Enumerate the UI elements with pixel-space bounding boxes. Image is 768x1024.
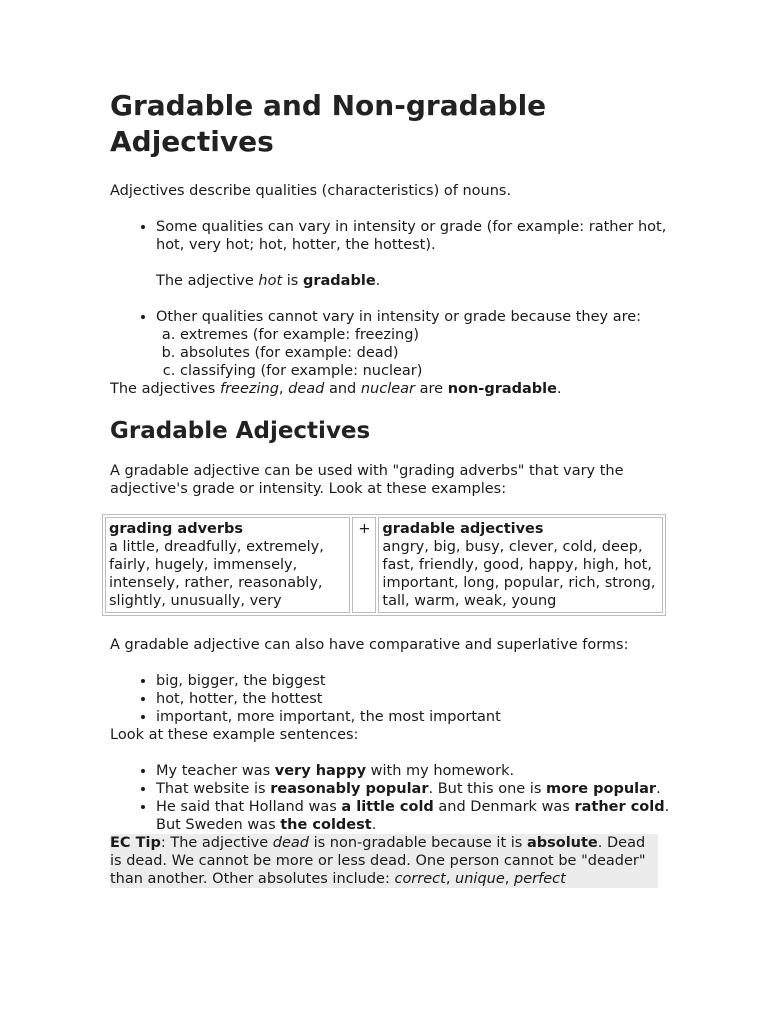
- list-item: [156, 218, 670, 290]
- text-span: ,: [504, 871, 514, 887]
- bold-text: gradable: [302, 273, 376, 289]
- text-span: .: [375, 273, 381, 289]
- text-span: ,: [278, 381, 289, 397]
- list-item: [156, 780, 670, 798]
- examples-intro: Look at these example sentences:: [110, 727, 359, 743]
- adjectives-cell: [378, 517, 663, 613]
- sub-list: [156, 326, 670, 380]
- text-span: My teacher was: [156, 763, 275, 779]
- text-span: ,: [445, 871, 456, 887]
- emphasis-text: correct: [394, 871, 446, 887]
- adverbs-adjectives-table: [102, 514, 666, 616]
- text-span: and Denmark was: [433, 799, 575, 815]
- sub-list-item: a. extremes (for example: freezing): [180, 326, 670, 344]
- text-span: . Dead is dead. We cannot be more or less dead. One person cannot be "deader" than another. Other absolutes include:: [110, 835, 646, 887]
- bold-text: absolute: [526, 835, 598, 851]
- bold-text: non-gradable: [447, 381, 557, 397]
- section-intro: A gradable adjective can be used with "grading adverbs" that vary the adjective's grade or intensity. Look at these examples:: [110, 463, 624, 497]
- conclusion-paragraph: [110, 380, 670, 398]
- text-span: .: [371, 817, 377, 833]
- emphasis-text: freezing: [219, 381, 279, 397]
- sub-list-item: b. absolutes (for example: dead): [180, 344, 670, 362]
- list-item: • important, more important, the most important: [156, 708, 670, 726]
- bold-text: the coldest: [280, 817, 372, 833]
- text-span: is: [282, 273, 303, 289]
- tip-label: EC Tip: [110, 835, 161, 851]
- comparative-intro: A gradable adjective can also have comparative and superlative forms:: [110, 637, 629, 653]
- text-span: .: [656, 781, 661, 797]
- list-item: [156, 798, 670, 834]
- bold-text: very happy: [274, 763, 367, 779]
- bold-text: a little cold: [341, 799, 434, 815]
- table-header: grading adverbs: [109, 521, 244, 537]
- text-span: and: [324, 381, 361, 397]
- table-row: [105, 517, 663, 613]
- text-span: He said that Holland was: [156, 799, 342, 815]
- list-item: • hot, hotter, the hottest: [156, 690, 670, 708]
- bullet-text: Other qualities cannot vary in intensity or grade because they are:: [156, 309, 642, 325]
- text-span: . But Sweden was: [156, 799, 670, 833]
- table-header: gradable adjectives: [382, 521, 544, 537]
- text-span: is non-gradable because it is: [308, 835, 527, 851]
- page-title: Gradable and Non-gradable Adjectives: [110, 89, 547, 158]
- table-cell-text: angry, big, busy, clever, cold, deep, fast, friendly, good, happy, high, hot, important, long, popular, rich, strong, tall, warm, weak, young: [382, 539, 656, 609]
- text-span: are: [415, 381, 448, 397]
- list-item: [156, 762, 670, 780]
- text-span: : The adjective: [160, 835, 273, 851]
- plus-cell: +: [352, 517, 376, 613]
- bullet-text: Some qualities can vary in intensity or grade (for example: rather hot, hot, very hot; hot, hotter, the hottest).: [156, 219, 667, 253]
- intro-paragraph: Adjectives describe qualities (characteristics) of nouns.: [110, 183, 512, 199]
- emphasis-text: dead: [272, 835, 309, 851]
- examples-list: [110, 762, 670, 834]
- ec-tip-box: [110, 834, 658, 888]
- sub-list-item: c. classifying (for example: nuclear): [180, 362, 670, 380]
- emphasis-text: hot: [258, 273, 283, 289]
- text-span: .: [556, 381, 562, 397]
- emphasis-text: dead: [288, 381, 325, 397]
- text-span: The adjectives: [110, 381, 220, 397]
- adverbs-cell: [105, 517, 350, 613]
- section-heading: Gradable Adjectives: [110, 418, 371, 444]
- text-span: That website is: [156, 781, 271, 797]
- text-span: . But this one is: [428, 781, 546, 797]
- bold-text: rather cold: [574, 799, 665, 815]
- comparative-list: [110, 672, 670, 726]
- list-item: [156, 308, 670, 380]
- list-item: • big, bigger, the biggest: [156, 672, 670, 690]
- text-span: The adjective: [156, 273, 259, 289]
- bold-text: more popular: [546, 781, 657, 797]
- qualities-list: [110, 218, 670, 380]
- table-cell-text: a little, dreadfully, extremely, fairly, hugely, immensely, intensely, rather, reasonably, slightly, unusually, very: [109, 539, 324, 609]
- bullet-subnote: [156, 272, 670, 290]
- text-span: with my homework.: [366, 763, 515, 779]
- emphasis-text: perfect: [514, 871, 566, 887]
- emphasis-text: unique: [455, 871, 505, 887]
- emphasis-text: nuclear: [360, 381, 416, 397]
- document-content: [110, 88, 670, 888]
- bold-text: reasonably popular: [270, 781, 429, 797]
